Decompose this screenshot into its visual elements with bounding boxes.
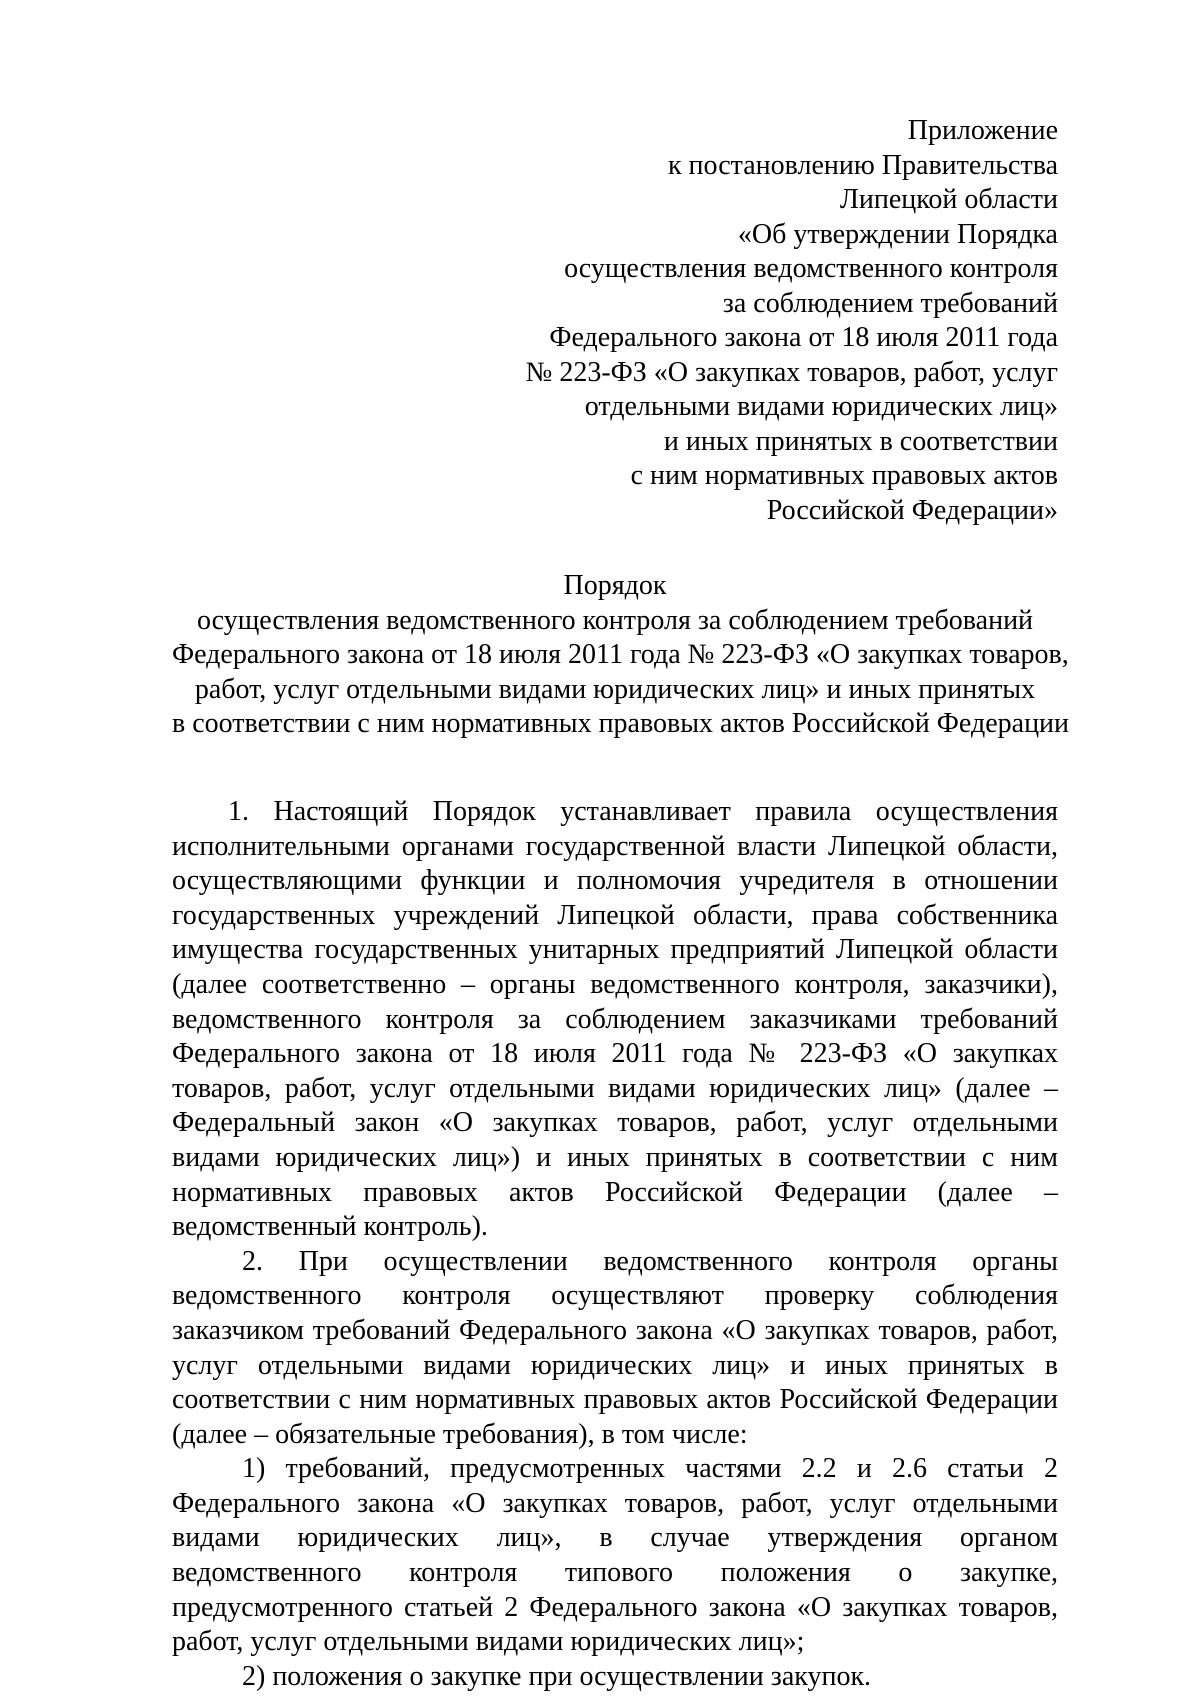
appendix-line: отдельными видами юридических лиц» [584, 391, 1058, 422]
appendix-line: Федерального закона от 18 июля 2011 года [549, 322, 1058, 353]
title-heading: Порядок [563, 570, 667, 601]
appendix-line: с ним нормативных правовых актов [630, 460, 1058, 491]
paragraph-2-item-2: 2) положения о закупке при осуществлении закупок. [242, 1660, 872, 1692]
paragraph-1: 1. Настоящий Порядок устанавливает правила осуществления исполнительными органами государственной власти Липецкой области, осуществляющими функции и полномочия учредителя в отношении государственных учреждений Липецкой области, права собственника имущества государственных унитарных предприятий Липецкой области (далее соответственно – органы ведомственного контроля, заказчики), ведомственного контроля за соблюдением заказчиками требований Федерального закона от 18 июля 2011 года № 223-ФЗ «О закупках товаров, работ, услуг отдельными видами юридических лиц» (далее – Федеральный закон «О закупках товаров, работ, услуг отдельными видами юридических лиц») и иных принятых в соответствии с ним нормативных правовых актов Российской Федерации (далее – ведомственный контроль). [172, 796, 1058, 1243]
title-line: в соответствии с ним нормативных правовых актов Российской Федерации [172, 708, 1070, 739]
appendix-line: к постановлению Правительства [667, 149, 1058, 181]
paragraph-2: 2. При осуществлении ведомственного контроля органы ведомственного контроля осуществляют проверку соблюдения заказчиком требований Федерального закона «О закупках товаров, работ, услуг отдельными видами юридических лиц» и иных принятых в соответствии с ним нормативных правовых актов Российской Федерации (далее – обязательные требования), в том числе: [172, 1245, 1058, 1450]
appendix-header [498, 114, 1058, 528]
appendix-line: Липецкой области [839, 184, 1058, 215]
document-title [172, 569, 1070, 742]
appendix-line: Приложение [907, 115, 1058, 146]
appendix-line: за соблюдением требований [722, 287, 1058, 319]
document-body [172, 795, 1058, 1694]
appendix-line: «Об утверждении Порядка [737, 218, 1058, 250]
paragraph-2-item-1: 1) требований, предусмотренных частями 2.2 и 2.6 статьи 2 Федерального закона «О закупках товаров, работ, услуг отдельными видами юридических лиц», в случае утверждения органом ведомственного контроля типового положения о закупке, предусмотренного статьей 2 Федерального закона «О закупках товаров, работ, услуг отдельными видами юридических лиц»; [172, 1453, 1058, 1658]
appendix-line: и иных принятых в соответствии [663, 425, 1058, 457]
title-line: Федерального закона от 18 июля 2011 года № 223-ФЗ «О закупках товаров, [172, 639, 1069, 670]
title-line: осуществления ведомственного контроля за соблюдением требований [196, 604, 1034, 636]
appendix-line: Российской Федерации» [766, 494, 1058, 526]
appendix-line: осуществления ведомственного контроля [564, 253, 1058, 284]
title-line: работ, услуг отдельными видами юридических лиц» и иных принятых [194, 673, 1036, 705]
appendix-line: № 223-ФЗ «О закупках товаров, работ, услуг [525, 356, 1058, 388]
